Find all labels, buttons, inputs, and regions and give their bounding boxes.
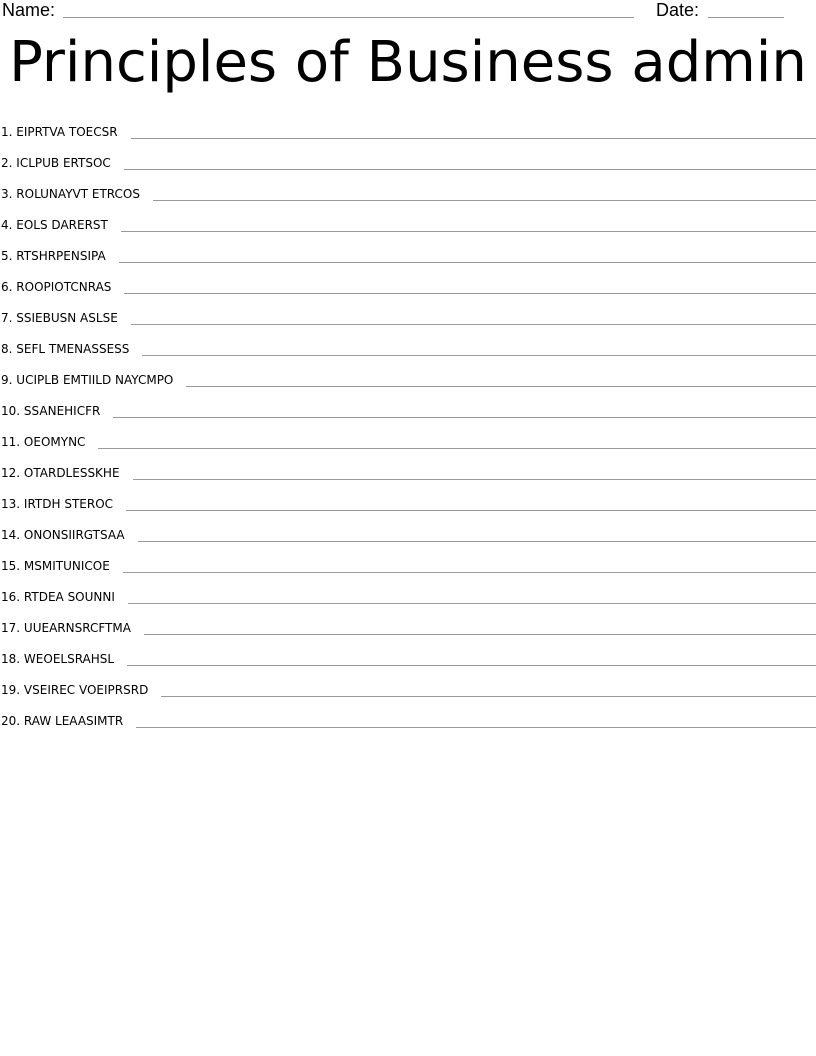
question-text [0,125,118,139]
name-blank-line [63,17,634,18]
scrambled-word: RTDEA SOUNNI [23,590,115,604]
question-text [0,683,148,697]
question-row [0,669,816,700]
scrambled-word: RTSHRPENSIPA [16,249,106,263]
question-text [0,621,131,635]
question-row [0,359,816,390]
question-text [0,218,108,232]
question-row [0,421,816,452]
question-row [0,638,816,669]
date-blank-line [708,17,784,18]
scrambled-word: RAW LEAASIMTR [23,714,124,728]
question-row [0,297,816,328]
answer-line [127,665,816,666]
scrambled-word: ROOPIOTCNRAS [16,280,112,294]
answer-line [138,541,816,542]
question-number: 4 . [1,218,16,232]
question-text [0,373,173,387]
question-row [0,266,816,297]
question-row [0,700,816,731]
name-label: Name: [2,0,56,20]
question-row [0,483,816,514]
scrambled-word: UUEARNSRCFTMA [23,621,131,635]
question-text [0,559,110,573]
question-text [0,404,100,418]
scrambled-word: WEOELSRAHSL [23,652,115,666]
question-text [0,249,106,263]
question-number: 19 . [1,683,24,697]
answer-line [113,417,816,418]
answer-line [124,293,816,294]
question-text [0,652,114,666]
scrambled-word: SSANEHICFR [23,404,101,418]
question-number: 1 . [1,125,16,139]
scrambled-word: ICLPUB ERTSOC [16,156,111,170]
answer-line [128,603,816,604]
answer-line [133,479,816,480]
question-number: 13 . [1,497,24,511]
question-number: 14 . [1,528,24,542]
answer-line [131,324,816,325]
question-row [0,545,816,576]
scrambled-word: OEOMYNC [23,435,86,449]
scrambled-word: VSEIREC VOEIPRSRD [23,683,149,697]
scrambled-word: SSIEBUSN ASLSE [16,311,118,325]
question-number: 10 . [1,404,24,418]
scrambled-word: EOLS DARERST [16,218,108,232]
answer-line [119,262,816,263]
question-number: 15 . [1,559,24,573]
question-text [0,528,125,542]
answer-line [153,200,816,201]
question-row [0,235,816,266]
answer-line [126,510,816,511]
answer-line [186,386,816,387]
answer-line [98,448,816,449]
scrambled-word: UCIPLB EMTIILD NAYCMPO [16,373,174,387]
question-row [0,514,816,545]
answer-line [144,634,816,635]
answer-line [136,727,816,728]
question-number: 16 . [1,590,24,604]
answer-line [131,138,816,139]
question-row [0,111,816,142]
question-text [0,590,115,604]
scrambled-word: EIPRTVA TOECSR [16,125,118,139]
date-label: Date: [656,0,700,20]
question-text [0,342,129,356]
answer-line [121,231,816,232]
question-number: 17 . [1,621,24,635]
page-title: Principles of Business admin [9,30,807,95]
question-number: 12 . [1,466,24,480]
question-number: 8 . [1,342,16,356]
question-text [0,280,111,294]
question-number: 9 . [1,373,16,387]
question-text [0,466,120,480]
scrambled-word: ROLUNAYVT ETRCOS [16,187,140,201]
question-row [0,142,816,173]
question-text [0,497,113,511]
answer-line [161,696,816,697]
answer-line [124,169,816,170]
question-text [0,435,85,449]
scrambled-word: MSMITUNICOE [23,559,110,573]
question-row [0,607,816,638]
question-row [0,576,816,607]
question-text [0,187,140,201]
question-row [0,328,816,359]
answer-line [142,355,816,356]
scrambled-word: SEFL TMENASSESS [16,342,130,356]
question-number: 2 . [1,156,16,170]
question-number: 7 . [1,311,16,325]
scrambled-word: IRTDH STEROC [23,497,114,511]
question-text [0,156,111,170]
question-number: 11 . [1,435,24,449]
worksheet-header [0,0,816,24]
answer-line [123,572,816,573]
question-number: 3 . [1,187,16,201]
question-number: 6 . [1,280,16,294]
question-number: 18 . [1,652,24,666]
question-row [0,452,816,483]
scrambled-word: OTARDLESSKHE [23,466,120,480]
question-row [0,204,816,235]
question-row [0,390,816,421]
question-text [0,714,123,728]
question-number: 20 . [1,714,24,728]
question-list [0,111,816,731]
scrambled-word: ONONSIIRGTSAA [23,528,125,542]
question-number: 5 . [1,249,16,263]
question-text [0,311,118,325]
question-row [0,173,816,204]
